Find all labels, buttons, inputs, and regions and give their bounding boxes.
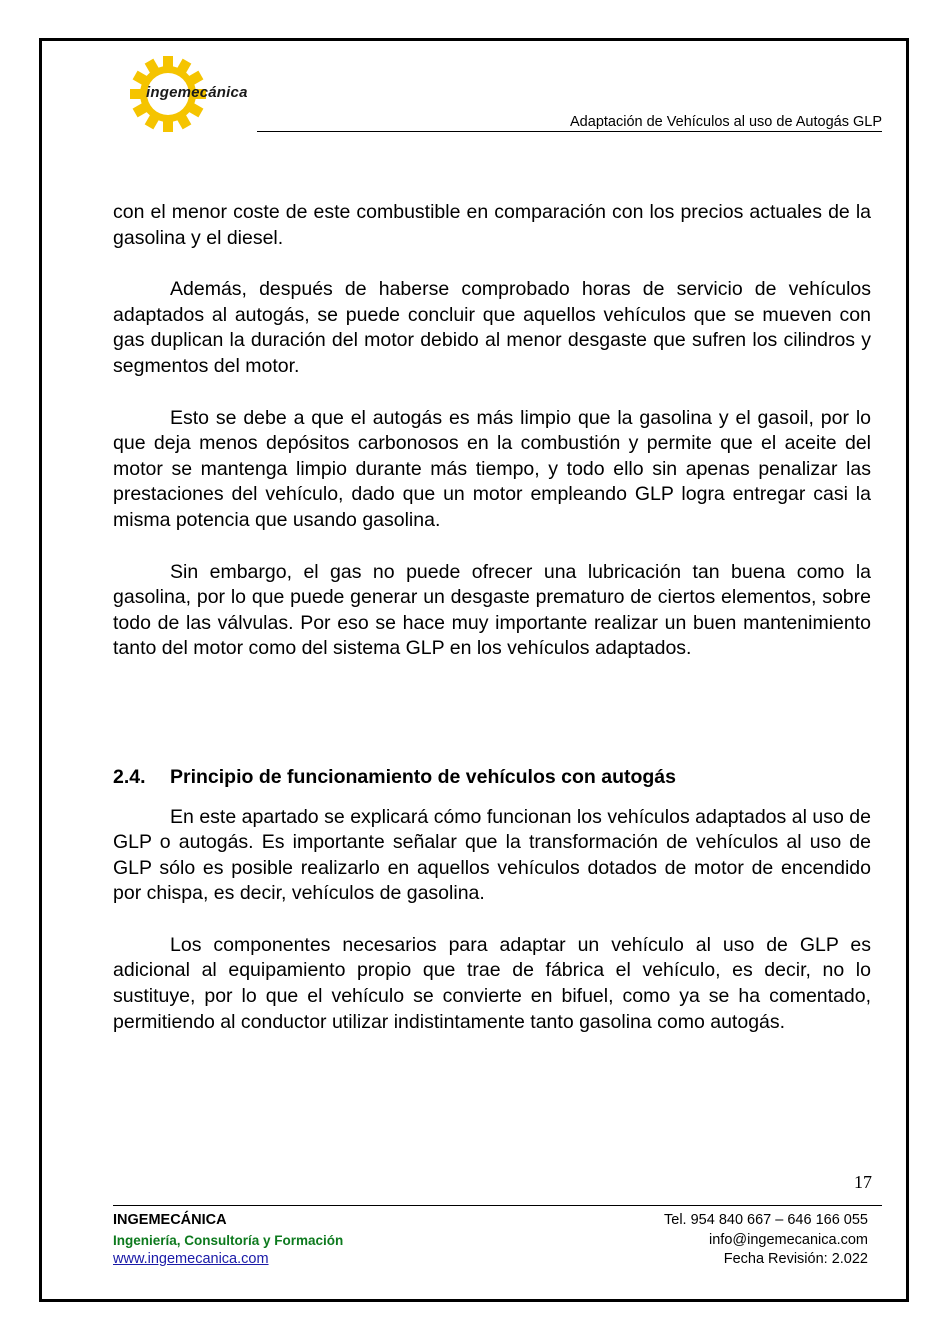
section-heading <box>113 765 871 791</box>
header-divider <box>257 131 882 132</box>
paragraph-3: Esto se debe a que el autogás es más limpio que la gasolina y el gasoil, por lo que deja menos depósitos carbonosos en la combustión y permite que el aceite del motor se mantenga limpio durante más tiempo, y todo ello sin apenas penalizar las prestaciones del vehículo, dado que un motor empleando GLP logra entregar casi la misma potencia que usando gasolina. <box>113 406 871 531</box>
section-number: 2.4. <box>113 765 146 788</box>
paragraph-4: Sin embargo, el gas no puede ofrecer una lubricación tan buena como la gasolina, por lo que puede generar un desgaste prematuro de ciertos elementos, sobre todo de las válvulas. Por eso se hace muy importante realizar un buen mantenimiento tanto del motor como del sistema GLP en los vehículos adaptados. <box>113 560 871 660</box>
paragraph-2: Además, después de haberse comprobado horas de servicio de vehículos adaptados al autogás, se puede concluir que aquellos vehículos que se mueven con gas duplican la duración del motor debido al menor desgaste que sufren los cilindros y segmentos del motor. <box>113 278 871 377</box>
paragraph-1: con el menor coste de este combustible en comparación con los precios actuales de la gasolina y el diesel. <box>113 201 871 249</box>
footer-right <box>664 1211 868 1270</box>
footer-revision: Fecha Revisión: 2.022 <box>723 1251 868 1267</box>
paragraph-6: Los componentes necesarios para adaptar un vehículo al uso de GLP es adicional al equipamiento propio que trae de fábrica el vehículo, es decir, no lo sustituye, por lo que el vehículo se convierte en bifuel, como ya se ha comentado, permitiendo al conductor utilizar indistintamente tanto gasolina como autogás. <box>113 933 871 1033</box>
footer-tagline: Ingeniería, Consultoría y Formación <box>113 1232 344 1248</box>
footer-website-link[interactable]: www.ingemecanica.com <box>113 1251 269 1267</box>
footer-company: INGEMECÁNICA <box>113 1212 227 1228</box>
paragraph-5: En este apartado se explicará cómo funcionan los vehículos adaptados al uso de GLP o autogás. Es importante señalar que la transformación de vehículos al uso de GLP sólo es posible realizarlo en aquellos vehículos dotados de motor de encendido por chispa, es decir, vehículos de gasolina. <box>113 805 871 905</box>
footer-email[interactable]: info@ingemecanica.com <box>709 1231 868 1248</box>
footer-left <box>113 1211 343 1270</box>
main-content <box>113 200 871 1035</box>
logo-text: ingemecánica <box>146 84 248 101</box>
footer-phone: Tel. 954 840 667 – 646 166 055 <box>664 1212 868 1228</box>
footer-divider <box>113 1205 882 1206</box>
section-title: Principio de funcionamiento de vehículos con autogás <box>170 765 676 788</box>
page-number: 17 <box>854 1172 872 1192</box>
document-title: Adaptación de Vehículos al uso de Autogás GLP <box>570 114 882 130</box>
